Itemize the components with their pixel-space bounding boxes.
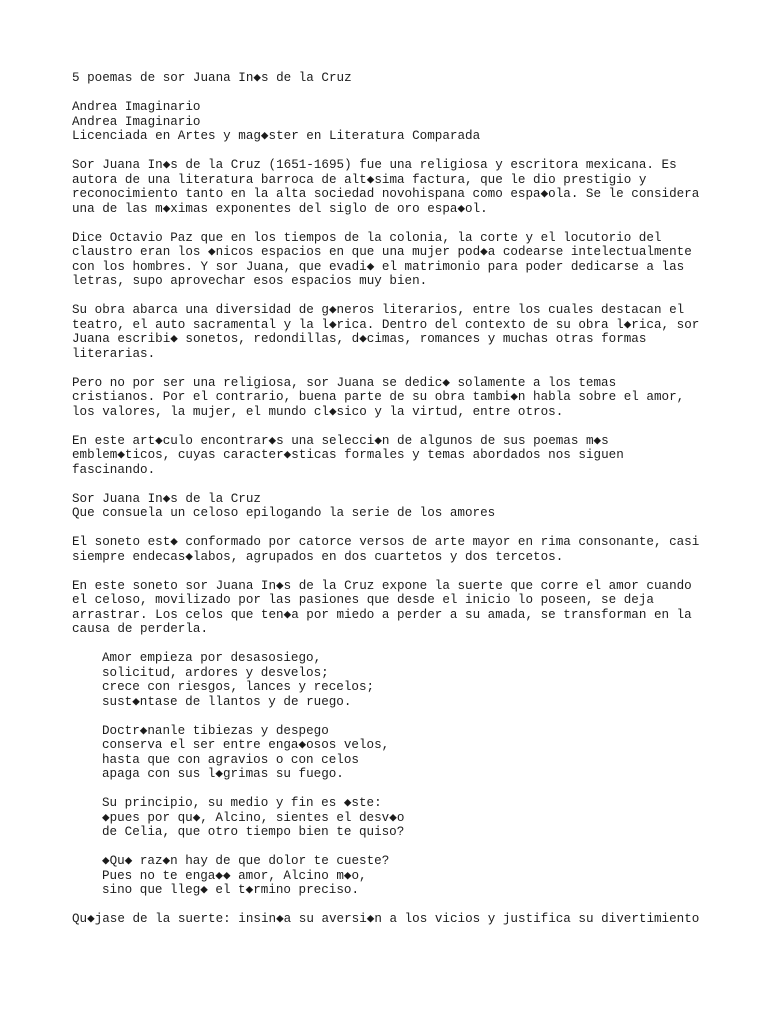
text-line: el celoso, movilizado por las pasiones que desde el inicio lo poseen, se deja [72,593,654,607]
paragraph-themes [72,376,712,420]
text-line: causa de perderla. [72,622,209,636]
closing-section-heading [72,912,712,927]
verse-line: conserva el ser entre enga◆osos velos, [102,738,390,752]
verse-line: Pues no te enga◆◆ amor, Alcino m◆o, [102,868,367,883]
poem-stanza [72,651,712,709]
text-line: los valores, la mujer, el mundo cl◆sico y la virtud, entre otros. [72,404,564,419]
verse-line: apaga con sus l◆grimas su fuego. [102,767,344,781]
text-line: Pero no por ser una religiosa, sor Juana se dedic◆ solamente a los temas [72,375,617,390]
document-title [72,71,712,86]
text-line: arrastrar. Los celos que ten◆a por miedo a perder a su amada, se transforman en la [72,607,692,622]
text-line: emblem◆ticos, cuyas caracter◆sticas formales y temas abordados nos siguen [72,448,624,462]
author-line: Andrea Imaginario [72,114,201,129]
verse-line: Doctr◆nanle tibiezas y despego [102,723,329,738]
paragraph-selection [72,434,712,478]
document-page [72,71,712,941]
verse-line: sust◆ntase de llantos y de ruego. [102,694,352,709]
verse-line: hasta que con agravios o con celos [102,752,359,767]
poem-stanza [72,796,712,840]
verse-line: solicitud, ardores y desvelos; [102,665,329,680]
verse-line: de Celia, que otro tiempo bien te quiso? [102,825,405,839]
title-line: 5 poemas de sor Juana In◆s de la Cruz [72,71,352,85]
text-line: Juana escribi◆ sonetos, redondillas, d◆cimas, romances y muchas otras formas [72,332,647,346]
paragraph-sonnet-analysis [72,579,712,637]
poem-title: Que consuela un celoso epilogando la serie de los amores [72,506,496,520]
text-line: Dice Octavio Paz que en los tiempos de la colonia, la corte y el locutorio del [72,230,662,245]
text-line: autora de una literatura barroca de alt◆sima factura, que le dio prestigio y [72,172,647,187]
verse-line: Amor empieza por desasosiego, [102,651,322,665]
text-line: claustro eran los ◆nicos espacios en que una mujer pod◆a codearse intelectualmente [72,245,692,259]
text-line: siempre endecas◆labos, agrupados en dos cuartetos y dos tercetos. [72,549,564,564]
section-author: Sor Juana In◆s de la Cruz [72,491,261,506]
text-line: con los hombres. Y sor Juana, que evadi◆ el matrimonio para poder dedicarse a las [72,259,685,274]
text-line: fascinando. [72,462,156,477]
verse-line: ◆pues por qu◆, Alcino, sientes el desv◆o [102,810,405,825]
author-credentials: Licenciada en Artes y mag◆ster en Literatura Comparada [72,129,481,143]
verse-line: ◆Qu◆ raz◆n hay de que dolor te cueste? [102,854,390,868]
text-line: El soneto est◆ conformado por catorce versos de arte mayor en rima consonante, casi [72,535,700,549]
text-line: Qu◆jase de la suerte: insin◆a su aversi◆n a los vicios y justifica su divertimiento [72,912,700,926]
verse-line: Su principio, su medio y fin es ◆ste: [102,796,382,810]
text-line: letras, supo aprovechar esos espacios muy bien. [72,274,428,288]
paragraph-sonnet-form [72,535,712,564]
text-line: una de las m◆ximas exponentes del siglo de oro espa◆ol. [72,201,488,216]
text-line: Sor Juana In◆s de la Cruz (1651-1695) fue una religiosa y escritora mexicana. Es [72,158,677,172]
verse-line: sino que lleg◆ el t◆rmino preciso. [102,883,360,897]
text-line: En este art◆culo encontrar◆s una selecci◆n de algunos de sus poemas m◆s [72,433,609,448]
author-block [72,100,712,144]
poem-stanza [72,854,712,898]
paragraph-octavio-paz [72,231,712,289]
text-line: Su obra abarca una diversidad de g◆neros literarios, entre los cuales destacan el [72,303,685,317]
paragraph-intro [72,158,712,216]
text-line: cristianos. Por el contrario, buena parte de su obra tambi◆n habla sobre el amor, [72,390,685,404]
author-line: Andrea Imaginario [72,100,201,114]
paragraph-genres [72,303,712,361]
text-line: literarias. [72,346,156,361]
text-line: teatro, el auto sacramental y la l◆rica. Dentro del contexto de su obra l◆rica, sor [72,317,700,332]
text-line: reconocimiento tanto en la alta sociedad novohispana como espa◆ola. Se le considera [72,187,700,201]
section-heading [72,492,712,521]
verse-line: crece con riesgos, lances y recelos; [102,680,375,694]
poem-stanza [72,724,712,782]
text-line: En este soneto sor Juana In◆s de la Cruz expone la suerte que corre el amor cuando [72,578,692,593]
